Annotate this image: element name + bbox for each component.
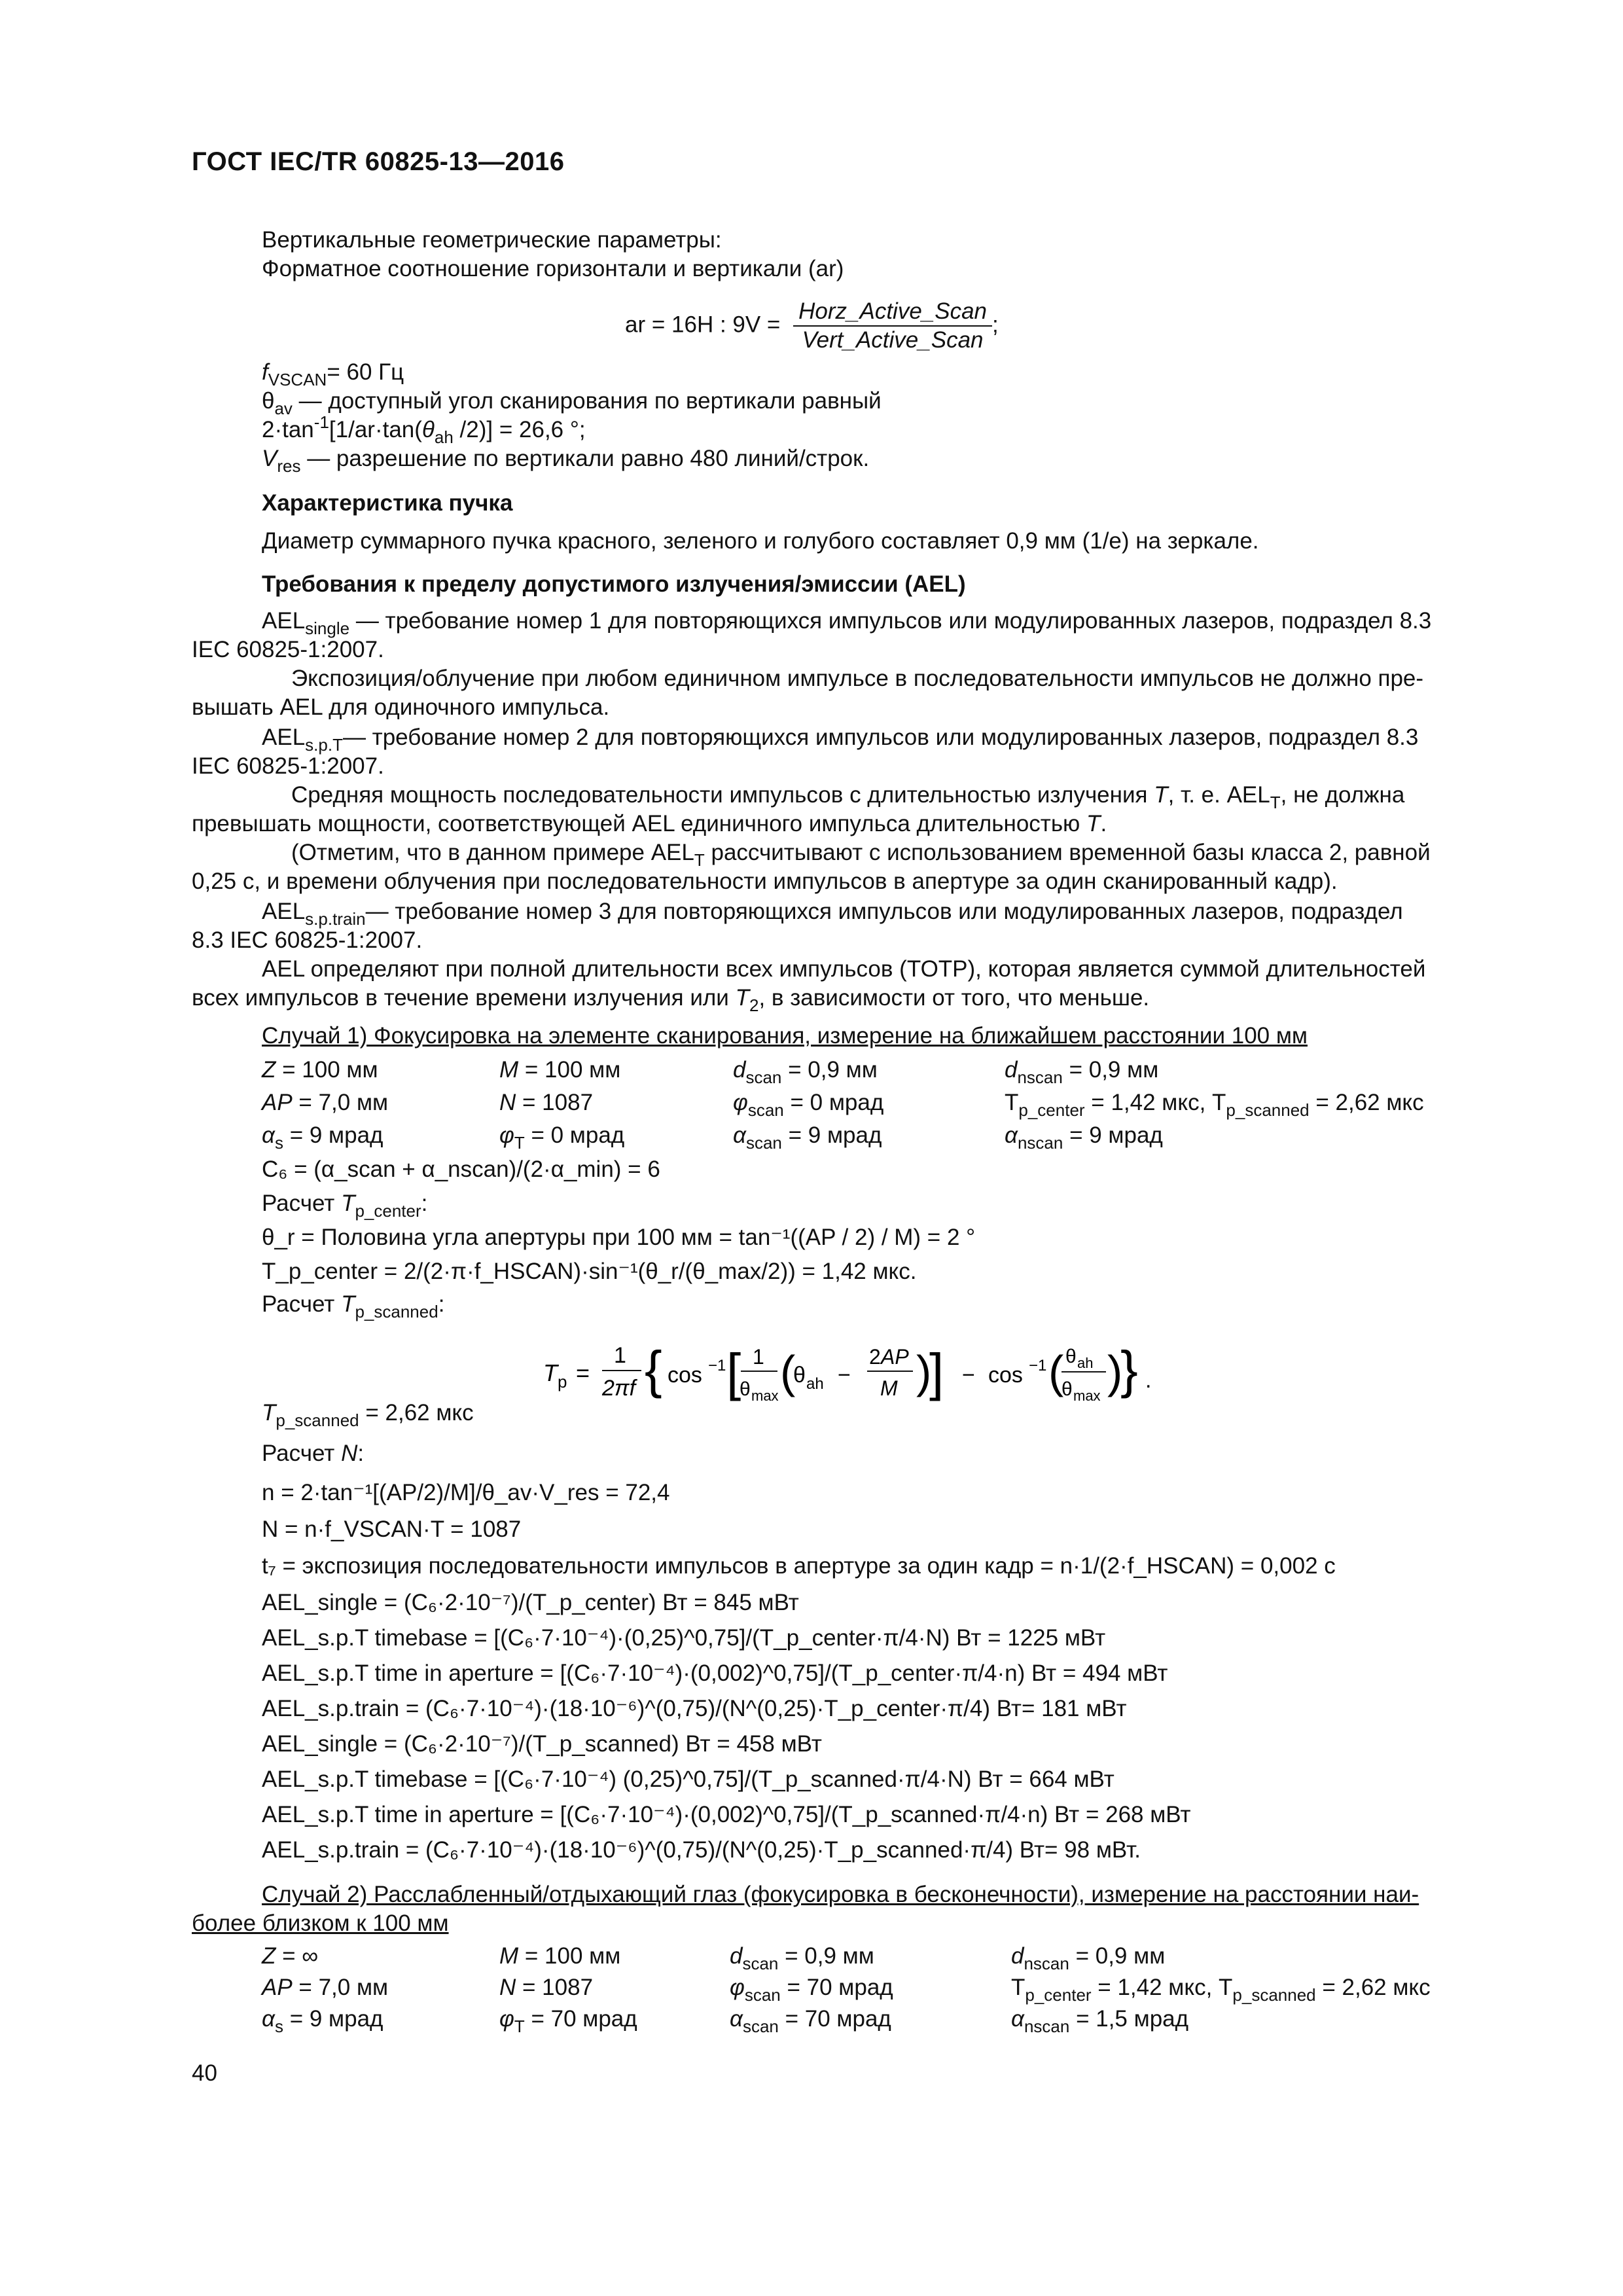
case2-m: M = 100 мм xyxy=(499,1943,621,1969)
ael-heading: Требования к пределу допустимого излучения/эмиссии (AEL) xyxy=(262,571,966,597)
note-line-1: (Отметим, что в данном примере $AEL_T$ рассчитывают с использованием временной базы класса 2, равной xyxy=(291,840,1431,870)
ael-train-ref: 8.3 IEC 60825-1:2007. xyxy=(192,927,423,953)
svg-text:): ) xyxy=(1107,1346,1123,1397)
fvscan-line: $f_{VSCAN}= 60$ Гц xyxy=(262,359,404,389)
case1-n: N = 1087 xyxy=(499,1090,594,1115)
case1-ascan: $\alpha_{scan} = 9$ мрад xyxy=(733,1122,882,1153)
svg-text:ah: ah xyxy=(806,1375,824,1393)
beam-text: Диаметр суммарного пучка красного, зеленого и голубого составляет 0,9 мм (1/е) на зеркале. xyxy=(262,528,1259,554)
N-formula: N = n·f_VSCAN·T = 1087 xyxy=(262,1516,522,1542)
ael-result-4: AEL_s.p.train = (C₆·7·10⁻⁴)·(18·10⁻⁶)^(0,75)/(N^(0,25)·T_p_center·π/4) Вт= 181 мВт xyxy=(262,1696,1127,1721)
case1-phiscan: $\varphi_{scan} = 0$ мрад xyxy=(733,1090,884,1120)
document-header: ГОСТ IEC/TR 60825-13—2016 xyxy=(192,147,565,176)
svg-text:2πf: 2πf xyxy=(602,1376,636,1401)
svg-text:max: max xyxy=(751,1388,779,1404)
svg-text:max: max xyxy=(1073,1388,1101,1404)
svg-text:M: M xyxy=(880,1376,898,1400)
calc-tp-center: Расчет $T_{p\_center}$: xyxy=(262,1191,428,1221)
case1-c6: C₆ = (α_scan + α_nscan)/(2·α_min) = 6 xyxy=(262,1157,660,1182)
n-formula: n = 2·tan⁻¹[(AP/2)/M]/θ_av·V_res = 72,4 xyxy=(262,1480,670,1505)
page-number: 40 xyxy=(192,2060,217,2086)
case2-dscan: $d_{scan} = 0,9$ мм xyxy=(730,1943,874,1973)
vres-line: $V_{res}$ — разрешение по вертикали равно 480 линий/строк. xyxy=(262,446,870,476)
svg-text:(: ( xyxy=(780,1346,796,1397)
svg-text:p: p xyxy=(558,1372,567,1391)
svg-text:): ) xyxy=(916,1346,932,1397)
case1-tp: $T_{p\_center} = 1,42$ мкс, $T_{p\_scanned} = 2,62$ мкс xyxy=(1005,1090,1424,1120)
svg-text:]: ] xyxy=(929,1343,944,1401)
case1-title: Случай 1) Фокусировка на элементе сканирования, измерение на ближайшем расстоянии 100 мм xyxy=(262,1023,1308,1049)
ael-result-2: AEL_s.p.T timebase = [(C₆·7·10⁻⁴)·(0,25)^0,75]/(T_p_center·π/4·N) Вт = 1225 мВт xyxy=(262,1625,1106,1651)
svg-text:{: { xyxy=(645,1340,662,1399)
svg-text:[: [ xyxy=(726,1343,741,1401)
totp-line-1: AEL определяют при полной длительности всех импульсов (TOTP), которая является суммой длительностей xyxy=(262,956,1426,982)
avg-power-line-2: превышать мощности, соответствующей AEL единичного импульса длительностью T. xyxy=(192,811,1107,836)
svg-text:T: T xyxy=(543,1359,558,1386)
theta-av-line: $\theta_{av}$ — доступный угол сканирования по вертикали равный xyxy=(262,388,882,418)
svg-text:θ: θ xyxy=(740,1378,751,1400)
ael-result-1: AEL_single = (C₆·2·10⁻⁷)/(T_p_center) Вт = 845 мВт xyxy=(262,1590,799,1615)
tp-scanned-result: $T_{p\_scanned} = 2,62$ мкс xyxy=(262,1400,474,1430)
svg-text:−1: −1 xyxy=(708,1357,726,1374)
avg-power-line-1: Средняя мощность последовательности импульсов с длительностью излучения T, т. е. $AEL_T$, не должна xyxy=(291,782,1405,812)
exposure-line-2: вышать AEL для одиночного импульса. xyxy=(192,694,610,720)
case1-ap: AP = 7,0 мм xyxy=(262,1090,389,1115)
ael-spt-line: $AEL_{s.p.T}—$ требование номер 2 для повторяющихся импульсов или модулированных лазеров, подраздел 8.3 xyxy=(262,725,1419,755)
ael-result-6: AEL_s.p.T timebase = [(C₆·7·10⁻⁴) (0,25)^0,75]/(T_p_scanned·π/4·N) Вт = 664 мВт xyxy=(262,1767,1115,1792)
case2-title-line-2: более близком к 100 мм xyxy=(192,1910,449,1936)
svg-text:}: } xyxy=(1120,1340,1138,1399)
calc-tp-scanned: Расчет $T_{p\_scanned}$: xyxy=(262,1291,445,1321)
case1-z: Z = 100 мм xyxy=(262,1057,378,1083)
case2-anscan: $\alpha_{nscan} = 1,5$ мрад xyxy=(1011,2006,1189,2036)
calc-n: Расчет N: xyxy=(262,1441,365,1466)
svg-text:(: ( xyxy=(1048,1346,1064,1397)
svg-text:cos: cos xyxy=(988,1363,1023,1388)
svg-text:−1: −1 xyxy=(1029,1357,1047,1374)
svg-text:AP: AP xyxy=(881,1345,909,1369)
case2-as: $\alpha_s = 9$ мрад xyxy=(262,2006,383,2036)
svg-text:1: 1 xyxy=(753,1345,764,1369)
case1-dnscan: $d_{nscan} = 0,9$ мм xyxy=(1005,1057,1159,1087)
ael-single-line: $AEL_{single}$ — требование номер 1 для повторяющихся импульсов или модулированных лазеров, подраздел 8.3 xyxy=(262,608,1432,638)
aspect-ratio-line: Форматное соотношение горизонтали и вертикали (ar) xyxy=(262,256,844,281)
svg-text:ah: ah xyxy=(1077,1355,1094,1371)
svg-text:−: − xyxy=(962,1363,975,1388)
totp-line-2: всех импульсов в течение времени излучения или $T_2$, в зависимости от того, что меньше. xyxy=(192,985,1150,1015)
theta-av-formula: $2\cdot\tan^{-1}[1/ar\cdot\tan(\theta_{ah}$ /2)] = 26,6 °; xyxy=(262,412,586,447)
svg-text:θ: θ xyxy=(793,1363,806,1388)
beam-heading: Характеристика пучка xyxy=(262,490,513,516)
ael-result-8: AEL_s.p.train = (C₆·7·10⁻⁴)·(18·10⁻⁶)^(0,75)/(N^(0,25)·T_p_scanned·π/4) Вт= 98 мВт. xyxy=(262,1837,1141,1863)
theta-r-line: θ_r = Половина угла апертуры при 100 мм = tan⁻¹((AP / 2) / M) = 2 ° xyxy=(262,1225,976,1250)
case2-title-line-1: Случай 2) Расслабленный/отдыхающий глаз (фокусировка в бесконечности), измерение на расстоянии наи- xyxy=(262,1882,1419,1907)
case2-phit: $\varphi_T = 70$ мрад xyxy=(499,2006,637,2036)
case2-phiscan: $\varphi_{scan} = 70$ мрад xyxy=(730,1975,893,2005)
ael-spt-ref: IEC 60825-1:2007. xyxy=(192,753,384,779)
case1-dscan: $d_{scan} = 0,9$ мм xyxy=(733,1057,878,1087)
case2-n: N = 1087 xyxy=(499,1975,594,2000)
case1-anscan: $\alpha_{nscan} = 9$ мрад xyxy=(1005,1122,1163,1153)
ael-single-ref: IEC 60825-1:2007. xyxy=(192,637,384,662)
case2-ap: AP = 7,0 мм xyxy=(262,1975,389,2000)
aspect-ratio-formula: ar = 16H : 9V = $\frac{\text{Horz\_Active\_Scan}}{\text{Vert\_Active\_Scan}}$ ; xyxy=(625,298,999,353)
ael-result-3: AEL_s.p.T time in aperture = [(C₆·7·10⁻⁴)·(0,002)^0,75]/(T_p_center·π/4·n) Вт = 494 мВт xyxy=(262,1660,1168,1686)
svg-text:θ: θ xyxy=(1065,1346,1077,1367)
case1-m: M = 100 мм xyxy=(499,1057,621,1083)
case2-z: Z = ∞ xyxy=(262,1943,319,1969)
ael-result-7: AEL_s.p.T time in aperture = [(C₆·7·10⁻⁴)·(0,002)^0,75]/(T_p_scanned·π/4·n) Вт = 268 мВт xyxy=(262,1802,1191,1827)
case2-ascan: $\alpha_{scan} = 70$ мрад xyxy=(730,2006,891,2036)
exposure-line-1: Экспозиция/облучение при любом единичном импульсе в последовательности импульсов не должно пре- xyxy=(291,666,1424,691)
t7-line: t₇ = экспозиция последовательности импульсов в апертуре за один кадр = n·1/(2·f_HSCAN) = 0,002 с xyxy=(262,1553,1336,1579)
case2-dnscan: $d_{nscan} = 0,9$ мм xyxy=(1011,1943,1166,1973)
tp-center-formula: T_p_center = 2/(2·π·f_HSCAN)·sin⁻¹(θ_r/(θ_max/2)) = 1,42 мкс. xyxy=(262,1259,917,1284)
ael-train-line: $AEL_{s.p.train}—$ требование номер 3 для повторяющихся импульсов или модулированных лазеров, подраздел xyxy=(262,899,1403,929)
svg-text:1: 1 xyxy=(614,1343,626,1368)
svg-text:θ: θ xyxy=(1061,1378,1073,1400)
case2-tp: $T_{p\_center} = 1,42$ мкс, $T_{p\_scanned} = 2,62$ мкс xyxy=(1011,1975,1431,2005)
case1-as: $\alpha_s = 9$ мрад xyxy=(262,1122,383,1153)
case1-phit: $\varphi_T = 0$ мрад xyxy=(499,1122,625,1153)
svg-text:−: − xyxy=(838,1363,851,1388)
svg-text:cos: cos xyxy=(668,1363,702,1388)
tp-formula xyxy=(537,1322,1158,1420)
vertical-params-line: Вертикальные геометрические параметры: xyxy=(262,227,722,253)
svg-text:.: . xyxy=(1145,1368,1152,1393)
ael-result-5: AEL_single = (C₆·2·10⁻⁷)/(T_p_scanned) Вт = 458 мВт xyxy=(262,1731,822,1757)
note-line-2: 0,25 с, и времени облучения при последовательности импульсов в апертуре за один сканированный кадр). xyxy=(192,869,1338,894)
svg-text:=: = xyxy=(576,1359,590,1386)
svg-text:2: 2 xyxy=(869,1345,881,1369)
